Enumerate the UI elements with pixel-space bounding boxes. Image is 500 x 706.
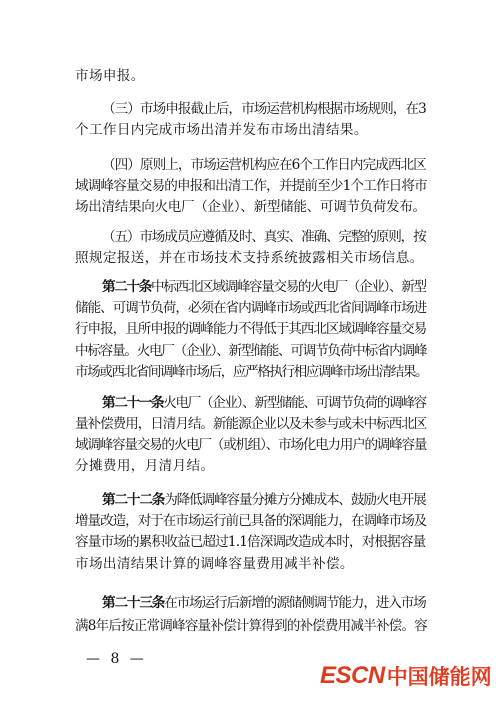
text-line: 市场或西北省间调峰市场后，应严格执行相应调峰市场出清结果。 xyxy=(75,364,428,380)
article-label: 第二十条 xyxy=(102,279,151,295)
article-label: 第二十三条 xyxy=(102,595,165,611)
escn-watermark-logo xyxy=(320,661,492,691)
article-21-heading: 第二十一条火电厂（企业）、新型储能、可调节负荷的调峰容 xyxy=(102,395,426,411)
text-line: （五）市场成员应遵循及时、真实、准确、完整的原则，按 xyxy=(102,229,426,245)
text-line: 市场申报。 xyxy=(75,68,145,84)
text-line: 容量市场的累积收益已超过1.1倍深调改造成本时，对根据容量 xyxy=(75,534,426,550)
text-line: 市场出清结果计算的调峰容量费用减半补偿。 xyxy=(75,556,354,572)
article-label: 第二十二条 xyxy=(102,492,165,508)
text-line: （四）原则上，市场运营机构应在6个工作日内完成西北区 xyxy=(102,157,426,173)
text-line: 储能、可调节负荷，必须在省内调峰市场或西北省间调峰市场进 xyxy=(75,300,427,316)
article-label: 第二十一条 xyxy=(102,395,164,411)
text-line: 个工作日内完成市场出清并发布市场出清结果。 xyxy=(75,122,368,138)
page-number: — 8 — xyxy=(86,651,147,667)
watermark-cn-name: 中国储能网 xyxy=(386,666,492,689)
text-line: 中标容量。火电厂（企业）、新型储能、可调节负荷中标省内调峰 xyxy=(75,343,427,359)
text-line: 满8年后按正常调峰容量补偿计算得到的补偿费用减半补偿。容 xyxy=(75,618,427,634)
text-line: 域调峰容量交易的火电厂（或机组）、市场化电力用户的调峰容量 xyxy=(75,437,427,453)
text-line: 域调峰容量交易的申报和出清工作，并提前至少1个工作日将市 xyxy=(75,178,427,194)
text-line: 分摊费用，月清月结。 xyxy=(75,458,215,474)
article-22-heading: 第二十二条为降低调峰容量分摊方分摊成本、鼓励火电开展 xyxy=(102,492,426,508)
text-line: 增量改造，对于在市场运行前已具备的深调能力，在调峰市场及 xyxy=(75,513,427,529)
text-line: 场出清结果向火电厂（企业）、新型储能、可调节负荷发布。 xyxy=(75,199,426,215)
text-line: （三）市场申报截止后，市场运营机构根据市场规则，在3 xyxy=(102,101,426,117)
text-line: 照规定报送，并在市场技术支持系统披露相关市场信息。 xyxy=(75,250,424,266)
text-line: 行申报，且所申报的调峰能力不得低于其西北区域调峰容量交易 xyxy=(75,321,427,337)
text-line: 量补偿费用，日清月结。新能源企业以及未参与或未中标西北区 xyxy=(75,416,427,432)
article-20-heading: 第二十条中标西北区域调峰容量交易的火电厂（企业）、新型 xyxy=(102,279,426,295)
watermark-brand: ESCN xyxy=(320,662,385,689)
article-23-heading: 第二十三条在市场运行后新增的源储侧调节能力，进入市场 xyxy=(102,595,426,611)
